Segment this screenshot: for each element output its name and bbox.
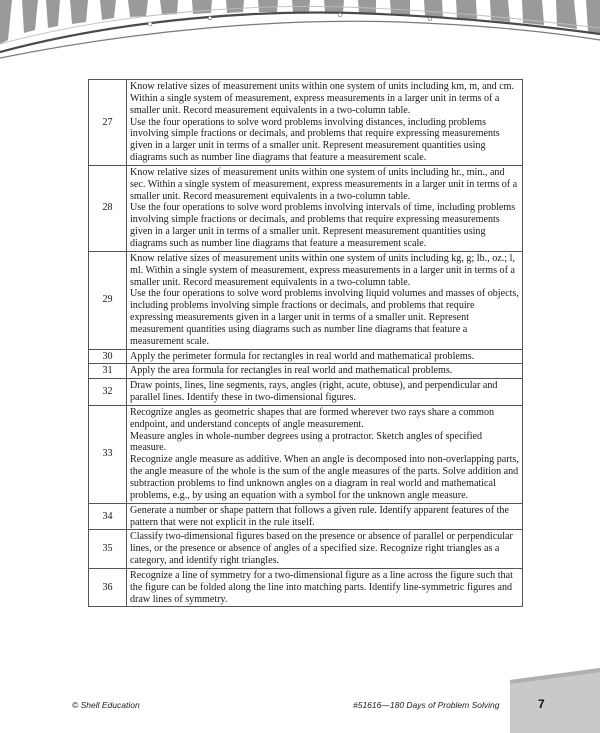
standard-number: 30 (89, 349, 127, 364)
standard-paragraph: Use the four operations to solve word problems involving intervals of time, including problems involving simple fractions or decimals, and problems that require expressing measurements given in a larger unit in terms of a smaller unit. Represent measurement quantities using diagrams such as number line diagrams that feature a measurement scale. (130, 202, 516, 249)
standard-number: 31 (89, 364, 127, 379)
standard-row (89, 251, 523, 349)
standard-description (127, 379, 523, 406)
standard-number: 34 (89, 503, 127, 530)
standard-number: 36 (89, 568, 127, 607)
decorative-top-banner (0, 0, 600, 62)
standard-number: 27 (89, 80, 127, 166)
standard-description (127, 568, 523, 607)
standard-paragraph: Draw points, lines, line segments, rays, angles (right, acute, obtuse), and perpendicular and parallel lines. Identify these in two-dimensional figures. (130, 380, 498, 404)
standard-number: 29 (89, 251, 127, 349)
standard-paragraph: Know relative sizes of measurement units within one system of units including hr., min., and sec. Within a single system of measurement, express measurements in a larger unit in terms of a smaller unit. Record measurement equivalents in a two-column table. (130, 166, 518, 202)
standard-row (89, 80, 523, 166)
standard-paragraph: Apply the perimeter formula for rectangles in real world and mathematical problems. (130, 350, 475, 362)
standard-paragraph: Recognize angle measure as additive. When an angle is decomposed into non-overlapping parts, the angle measure of the whole is the sum of the angle measures of the parts. Solve addition and subtraction problems to find unknown angles on a diagram in real world and mathematical problems, e.g., by using an equation with a symbol for the unknown angle measure. (130, 454, 519, 501)
standards-table (88, 79, 523, 607)
standard-paragraph: Know relative sizes of measurement units within one system of units including kg, g; lb., oz.; l, ml. Within a single system of measurement, express measurements in a larger unit in terms of a smaller unit. Record measurement equivalents in a two-column table. (130, 252, 515, 288)
standard-number: 32 (89, 379, 127, 406)
standard-row (89, 165, 523, 251)
standard-row (89, 405, 523, 503)
standard-paragraph: Apply the area formula for rectangles in real world and mathematical problems. (130, 365, 453, 377)
standard-description (127, 349, 523, 364)
standard-paragraph: Use the four operations to solve word problems involving liquid volumes and masses of objects, including problems involving simple fractions or decimals, and problems that require expressing measurements given in a larger unit in terms of a smaller unit. Represent measurement quantities using diagrams such as number line diagrams that feature a measurement scale. (130, 288, 519, 347)
page-corner-tab (510, 668, 600, 733)
footer-copyright: © Shell Education (72, 700, 140, 710)
standard-paragraph: Know relative sizes of measurement units within one system of units including km, m, and cm. Within a single system of measurement, express measurements in a larger unit in terms of a smaller unit. Record measurement equivalents in a two-column table. (130, 81, 515, 116)
standard-description (127, 503, 523, 530)
standard-paragraph: Measure angles in whole-number degrees using a protractor. Sketch angles of specified measure. (130, 430, 483, 454)
standard-description (127, 80, 523, 166)
standard-description (127, 251, 523, 349)
standard-description (127, 405, 523, 503)
standard-paragraph: Recognize a line of symmetry for a two-dimensional figure as a line across the figure such that the figure can be folded along the line into matching parts. Identify line-symmetric figures and draw lines of symmetry. (130, 569, 513, 605)
footer-book-title: #51616—180 Days of Problem Solving (353, 700, 500, 710)
standard-paragraph: Generate a number or shape pattern that follows a given rule. Identify apparent features of the pattern that were not explicit in the rule itself. (130, 504, 509, 528)
standard-description (127, 364, 523, 379)
standard-row (89, 349, 523, 364)
standard-description (127, 165, 523, 251)
standard-row (89, 379, 523, 406)
standard-row (89, 530, 523, 569)
standard-paragraph: Recognize angles as geometric shapes that are formed wherever two rays share a common endpoint, and understand concepts of angle measurement. (130, 406, 495, 430)
standard-paragraph: Use the four operations to solve word problems involving distances, including problems involving simple fractions or decimals, and problems that require expressing measurements given in a larger unit in terms of a smaller unit. Represent measurement quantities using diagrams such as number line diagrams that feature a measurement scale. (130, 116, 500, 164)
standard-paragraph: Classify two-dimensional figures based on the presence or absence of parallel or perpendicular lines, or the presence or absence of angles of a specified size. Recognize right triangles as a category, and identify right triangles. (130, 531, 513, 567)
standard-number: 33 (89, 405, 127, 503)
standard-number: 28 (89, 165, 127, 251)
page-number: 7 (538, 697, 545, 711)
standard-row (89, 568, 523, 607)
standard-description (127, 530, 523, 569)
standard-number: 35 (89, 530, 127, 569)
standard-row (89, 364, 523, 379)
standard-row (89, 503, 523, 530)
